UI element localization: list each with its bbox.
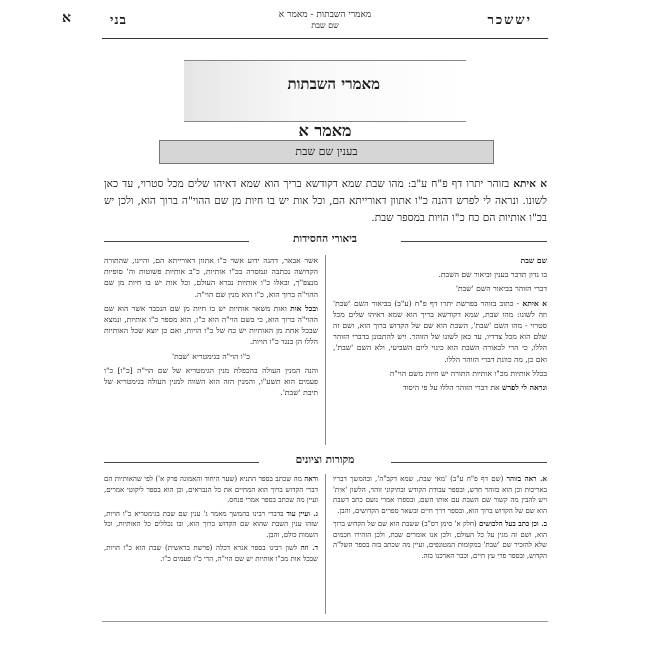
paragraph-lead: ונראה לי לפרש xyxy=(501,383,547,393)
paragraph-lead: וראה xyxy=(304,474,318,483)
beurim-right-column xyxy=(333,255,547,396)
running-head-subject: שם שבת xyxy=(311,21,339,30)
intro-lead-words: א איתא xyxy=(513,178,547,190)
mekorot-rule-right xyxy=(391,462,547,463)
paragraph xyxy=(104,351,318,362)
paragraph-text: לשון רבינו בספר אגרא דכלה (פרשת בראשית) שבת הוא כ"ו הויות, שבכל אות מכ"ו אותיות יש שם הוי"ה, הרי כ"ו פעמים כ"ו. xyxy=(104,544,318,563)
beurim-column-divider xyxy=(325,255,326,445)
page-letter-marker: א xyxy=(62,10,71,26)
mekorot-left-column xyxy=(104,474,318,567)
paragraph xyxy=(333,298,547,365)
paragraph xyxy=(104,509,318,541)
running-head-left: בני xyxy=(110,13,127,28)
paragraph xyxy=(104,474,318,506)
maamar-subject-box: בענין שם שבת xyxy=(159,140,494,164)
paragraph-lead: א. ראה בזוהר xyxy=(506,474,547,483)
section-title: מאמרי השבתות xyxy=(287,75,380,93)
running-head-center xyxy=(0,9,650,30)
paragraph xyxy=(104,303,318,348)
paragraph xyxy=(333,382,547,393)
paragraph xyxy=(333,519,547,561)
header-divider xyxy=(102,38,548,39)
paragraph-text: והנה המנין העולה בהכפלת מנין הגימטריא של שם הוי"ה [כ"ו] כ"ו פעמים הוא תשע"ו, והמנין הזה הוא השווה למנין העולה בגימטריא של תיבת 'שבת'. xyxy=(104,365,318,398)
paragraph-text: ואות משאר אותיות יש בו חיות מן שם הנכבד אשר הוא שם ההוי"ה ברוך הוא, כי בשם הוי"ה הוא כ"ו, הוא מספר כ"ו אותיות, ונמצא שבכל אחת מן האותיות יש כח של כ"ו הויות, ואם כן יוצא שכל האותיות הללו הן כנגד כ"ו הויות. xyxy=(104,303,318,347)
paragraph xyxy=(104,255,318,300)
paragraph-text: בו נדון תדבר בענין וביאור שם השבת. xyxy=(438,270,547,280)
paragraph-text: בדברי רבינו בהמשך מאמר ג' ענין שם שבת בגימטריא כ"ו הויות, שזהו ענין השבת שהוא שם הקדוש ברוך הוא, ובו נכללים כל האותיות, וכל השמות כולם, והבן. xyxy=(104,509,318,539)
mekorot-right-column xyxy=(333,474,547,564)
paragraph-text: את דברי הזוהר הללו על פי היסוד xyxy=(402,383,500,393)
paragraph xyxy=(333,283,547,294)
paragraph-lead: ב. וכן כתב בעל הלבושים xyxy=(479,519,547,528)
maamar-title: מאמר א xyxy=(298,121,352,140)
paragraph-lead: א איתא xyxy=(522,298,547,308)
paragraph-text: (שם דף פ"ח ע"ב) 'מאי שבת, שמא דקב"ה', ובהמשך דבריו באריכות וכן הוא בזוהר חדש, ובספר עבודת הקודש ובתיקוני זוהר, הלשון 'אית' ויש להבין מה קשור שם השבת עם אותו השם, ובספרו אמרי נועם כתב דשבת הוא שם של הקדוש ברוך הוא, ובספר דרך חיים ובשאר ספרים הקדושים, והבן. xyxy=(333,475,547,515)
paragraph xyxy=(104,365,318,399)
running-head-chapter: מאמרי השבתות - מאמר א xyxy=(278,10,372,20)
paragraph-text: כ"ו הוי"ה בגימטריא 'שבת' xyxy=(172,351,250,361)
paragraph-lead: ד. וזה xyxy=(300,543,318,552)
paragraph-lead: ג. ועיין עוד xyxy=(286,508,318,518)
mekorot-column-divider xyxy=(325,474,326,614)
paragraph-lead: ובכל אות xyxy=(290,303,318,313)
beurim-rule-right xyxy=(401,241,547,242)
footer-rule xyxy=(102,621,548,622)
intro-paragraph xyxy=(104,176,547,227)
running-head-right: יששכר xyxy=(487,13,532,28)
paragraph-text: מה שכתב בספר התניא (שער היחוד והאמונה פרק א') לפי שהאותיות הם דברי הקדוש ברוך הוא המחיים את כל הנבראים, וכן הוא בספר ליקוטי אמרים, ועיין מה שכתב בספר אמרי פנחס. xyxy=(104,475,318,504)
section-title-banner xyxy=(184,60,466,122)
paragraph-text: בכלל אותיות מכ"ו אותיות התורה יש חיות משם הוי"ה xyxy=(389,368,547,378)
paragraph xyxy=(333,269,547,280)
paragraph-text: - כתוב בזוהר בפרשת יתרו דף פ"ח (ע"ב) בביאור השם 'שבת' וזה לשונו: מהו שבת, שמא דקודשא בריך הוא שמא דאיהו שלים מכל סטרוי - מהו השם 'שבת', השבת הוא שם של הקדוש ברוך הוא, ושם זה שלם הוא מכל צדדיו, עד כאן לשונו של הזוהר. ויש להתבונן בדברי הזוהר הללו, כי הרי לכאורה השבת הוא כינוי ליום השביעי, ולא השם 'שבת', ואם כן, מה כוונת דברי הזוהר הללו. xyxy=(333,298,547,364)
paragraph-text: (חלק א' סימן רס"ב) ששבת הוא שם של הקדוש ברוך הוא, ושם זה מגין על כל העולם, ולכן אנו אומרים שבת, ולכן הזהירו חכמים שלא להזכיר שם 'שבת' במקומות המטונפים, ועיין מה שכתב בזה בספר השל"ה הקדוש, ובספר פרי עץ חיים, וכבר הארכנו בזה. xyxy=(333,520,547,560)
paragraph xyxy=(333,368,547,379)
paragraph xyxy=(104,543,318,564)
paragraph xyxy=(333,255,547,266)
beurim-left-column xyxy=(104,255,318,401)
paragraph-lead: שם שבת xyxy=(520,256,547,265)
paragraph-text: אשר אבאר, דהנה ידוע אשר כ"ו אתוון דאורייתא הם, והיינו, שהתורה הקדושה נכתבה ונמסרה בכ"ו אותיות, כ"ב אותיות פשוטות וה' סופיות מנצפ"ך, ובאלו כ"ו אותיות נברא העולם, וכל אות יש בו חיות מן שם ההוי"ה ברוך הוא, כ"ו הוא מנין שם הוי"ה. xyxy=(104,256,318,299)
mekorot-title: מקורות וציונים xyxy=(295,454,355,466)
paragraph xyxy=(333,474,547,516)
intro-text: בזוהר יתרו דף פ"ח ע"ב: מהו שבת שמא דקודשא בריך הוא שמא דאיהו שלים מכל סטרוי, עד כאן לשונו. ונראה לי לפרש דהנה כ"ו אתוון דאורייתא הם, וכל אות יש בו חיות מן שם ההוי"ה ברוך הוא, ולכן יש בכ"ו אותיות הם כח כ"ו הויות במספר שבת. xyxy=(104,178,547,224)
beurim-title: ביאורי החסידות xyxy=(293,233,357,245)
paragraph-text: דברי הזוהר בביאור השם 'שבת' xyxy=(455,284,547,294)
